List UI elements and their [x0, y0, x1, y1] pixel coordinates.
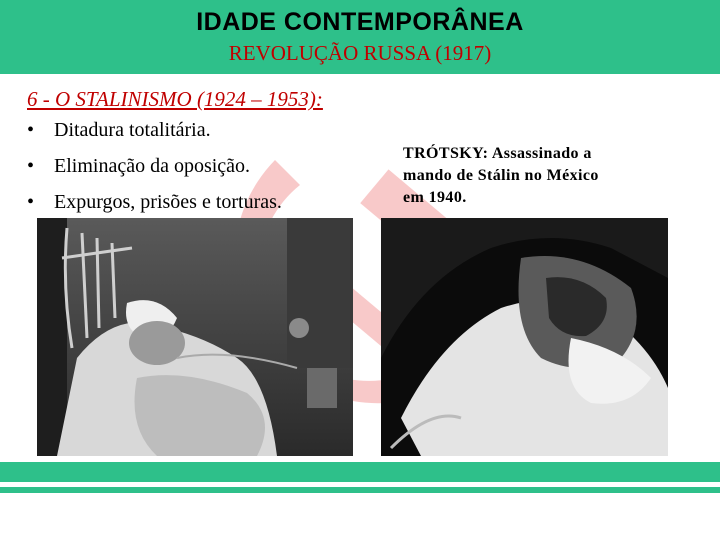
bullet-list [27, 119, 282, 227]
bullet-item: • Expurgos, prisões e torturas. [27, 191, 282, 213]
header-bar [0, 0, 720, 74]
bullet-dot-icon: • [27, 191, 35, 213]
bullet-dot-icon: • [27, 119, 35, 141]
footer-bar [0, 462, 720, 482]
deathbed-image [381, 218, 668, 456]
photo-caption: TRÓTSKY: Assassinado a mando de Stálin no México em 1940. [403, 145, 599, 206]
footer-stripe [0, 487, 720, 493]
hospital-bed-photo [37, 218, 353, 456]
slide-title: IDADE CONTEMPORÂNEA [196, 8, 524, 36]
deathbed-photo [381, 218, 668, 456]
bullet-item: • Eliminação da oposição. [27, 155, 251, 177]
section-heading: 6 - O STALINISMO (1924 – 1953): [27, 87, 323, 111]
slide-subtitle: REVOLUÇÃO RUSSA (1917) [228, 41, 492, 65]
hospital-bed-image [37, 218, 353, 456]
bullet-item: • Ditadura totalitária. [27, 119, 211, 141]
bullet-dot-icon: • [27, 155, 35, 177]
